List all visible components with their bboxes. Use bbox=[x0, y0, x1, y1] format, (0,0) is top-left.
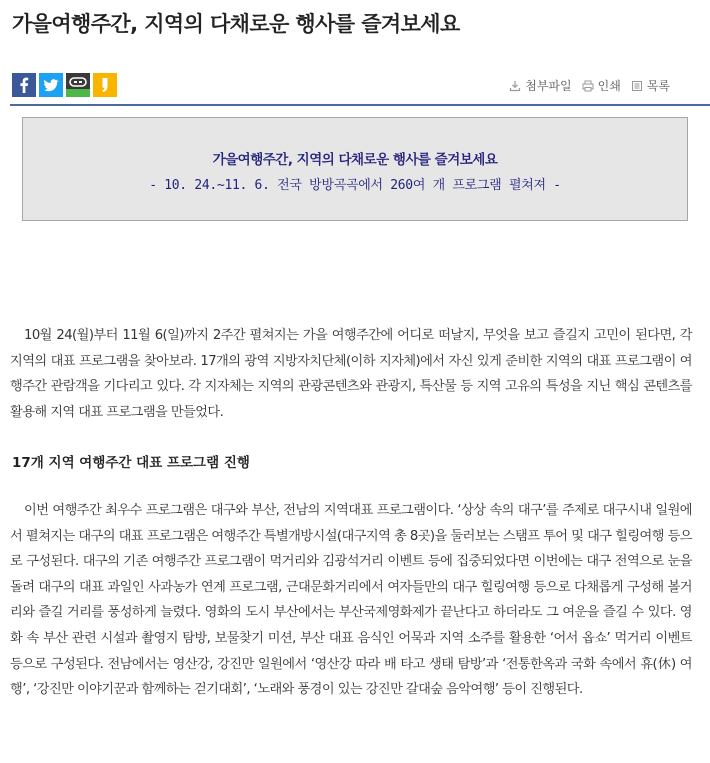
attachment-button[interactable] bbox=[509, 77, 571, 94]
summary-subtitle: - 10. 24.~11. 6. 전국 방방곡곡에서 260여 개 프로그램 펼쳐져 - bbox=[149, 178, 561, 193]
summary-title: 가을여행주간, 지역의 다채로운 행사를 즐겨보세요 bbox=[212, 152, 498, 168]
kakaostory-icon bbox=[93, 73, 117, 97]
print-icon bbox=[582, 80, 594, 92]
facebook-icon bbox=[12, 73, 36, 97]
list-button[interactable] bbox=[631, 77, 670, 94]
download-icon bbox=[509, 80, 521, 92]
facebook-share-button[interactable] bbox=[12, 73, 36, 97]
section-heading: 17개 지역 여행주간 대표 프로그램 진행 bbox=[12, 455, 250, 471]
page-title: 가을여행주간, 지역의 다채로운 행사를 즐겨보세요 bbox=[12, 12, 460, 36]
body-paragraph-2: 이번 여행주간 최우수 프로그램은 대구와 부산, 전남의 지역대표 프로그램이다. ‘상상 속의 대구’를 주제로 대구시내 일원에서 펼쳐지는 대구의 대표 프로그램은 여행주간 특별개방시설(대구지역 총 8곳)을 둘러보는 스탬프 투어 및 대구 힐링여행 등으로 구성된다. 대구의 기존 여행주간 프로그램이 먹거리와 김광석거리 이벤트 등에 집중되었다면 이번에는 대구 전역으로 눈을 돌려 대구의 대표 과일인 사과농가 연계 프로그램, 근대문화거리에서 여자들만의 대구 힐링여행 등으로 다채롭게 구성해 볼거리와 즐길 거리를 풍성하게 늘렸다. 영화의 도시 부산에서는 부산국제영화제가 끝난다고 하더라도 그 여운을 즐길 수 있다. 영화 속 부산 관련 시설과 촬영지 탐방, 보물찾기 미션, 부산 대표 음식인 어묵과 지역 소주를 활용한 ‘어서 옵쇼’ 먹거리 이벤트 등으로 구성된다. 전남에서는 영산강, 강진만 일원에서 ‘영산강 따라 배 타고 생태 탐방’과 ‘전통한옥과 국화 속에서 휴(休) 여행’, ‘강진만 이야기꾼과 함께하는 걷기대회’, ‘노래와 풍경이 있는 강진만 갈대숲 음악여행’ 등이 진행된다. bbox=[10, 503, 692, 698]
summary-box bbox=[22, 117, 688, 221]
kakaostory-share-button[interactable] bbox=[93, 73, 117, 97]
list-icon bbox=[631, 80, 643, 92]
band-icon bbox=[66, 73, 90, 97]
band-share-button[interactable] bbox=[66, 73, 90, 97]
header-divider bbox=[10, 104, 710, 106]
print-label: 인쇄 bbox=[597, 79, 621, 93]
attachment-label: 첨부파일 bbox=[525, 79, 572, 93]
body-paragraph-1: 10월 24(월)부터 11월 6(일)까지 2주간 펼쳐지는 가을 여행주간에 어디로 떠날지, 무엇을 보고 즐길지 고민이 된다면, 각 지역의 대표 프로그램을 찾아보라. 17개의 광역 지방자치단체(이하 지자체)에서 자신 있게 준비한 지역의 대표 프로그램이 여행주간 관람객을 기다리고 있다. 각 지자체는 지역의 관광콘텐츠와 관광지, 특산물 등 지역 고유의 특성을 지닌 핵심 콘텐츠를 활용해 지역 대표 프로그램을 만들었다. bbox=[10, 328, 692, 420]
twitter-share-button[interactable] bbox=[39, 73, 63, 97]
share-bar bbox=[12, 73, 117, 97]
article-tools bbox=[509, 77, 670, 94]
twitter-icon bbox=[39, 73, 63, 97]
list-label: 목록 bbox=[646, 79, 670, 93]
print-button[interactable] bbox=[582, 77, 621, 94]
